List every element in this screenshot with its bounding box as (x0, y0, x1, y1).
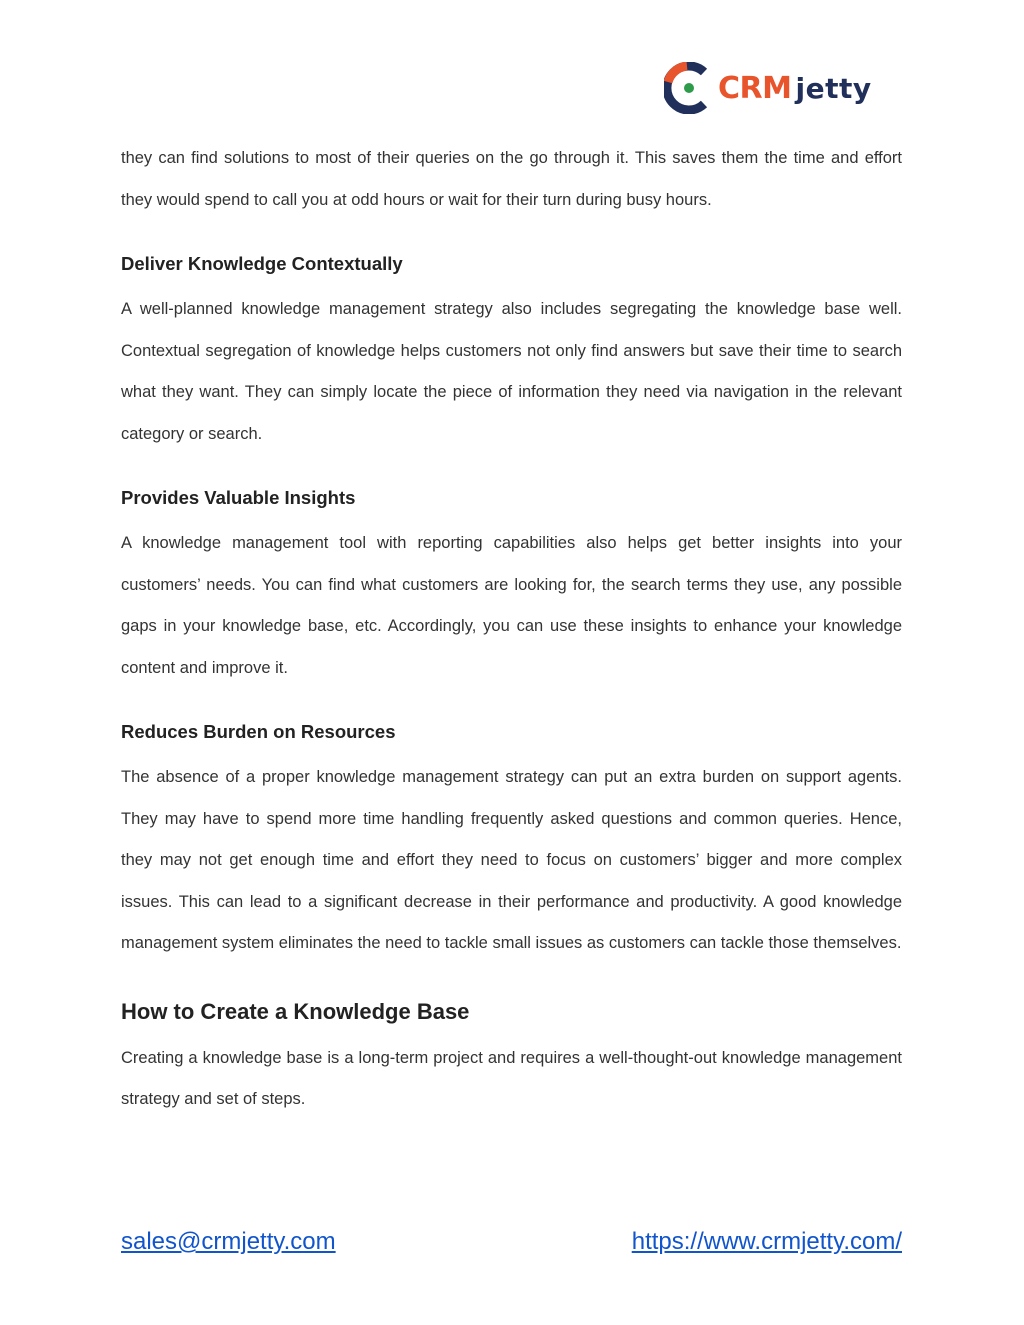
section-heading-create-knowledge-base: How to Create a Knowledge Base (121, 998, 470, 1024)
section-body-valuable-insights: A knowledge management tool with reporting capabilities also helps get better insights into your customers’ needs. You can find what customers are looking for, the search terms they use, any possible gaps in your knowledge base, etc. Accordingly, you can use these insights to enhance your knowledge content and improve it. (121, 534, 902, 677)
crm-c-logo-icon (664, 62, 710, 114)
intro-paragraph: they can find solutions to most of their queries on the go through it. This saves them the time and effort they would spend to call you at odd hours or wait for their turn during busy hours. (121, 149, 902, 209)
brand-logo (664, 60, 872, 116)
website-link[interactable]: https://www.crmjetty.com/ (631, 1228, 902, 1255)
footer (121, 1228, 902, 1256)
email-link[interactable]: sales@crmjetty.com (121, 1228, 336, 1255)
section-heading-reduces-burden: Reduces Burden on Resources (121, 721, 396, 742)
section-body-deliver-knowledge: A well-planned knowledge management strategy also includes segregating the knowledge base well. Contextual segregation of knowledge helps customers not only find answers but save their time to search what they want. They can simply locate the piece of information they need via navigation in the relevant category or search. (121, 300, 902, 443)
section-heading-valuable-insights: Provides Valuable Insights (121, 487, 356, 508)
section-body-reduces-burden: The absence of a proper knowledge management strategy can put an extra burden on support agents. They may have to spend more time handling frequently asked questions and common queries. Hence, they may not get enough time and effort they need to focus on customers’ bigger and more complex issues. This can lead to a significant decrease in their performance and productivity. A good knowledge management system eliminates the need to tackle small issues as customers can tackle those themselves. (121, 768, 902, 952)
document-body (121, 138, 902, 1121)
brand-name-jetty: jetty (795, 71, 872, 105)
brand-name-crm: CRM (718, 70, 792, 106)
section-heading-deliver-knowledge: Deliver Knowledge Contextually (121, 253, 403, 274)
section-body-create-knowledge-base: Creating a knowledge base is a long-term project and requires a well-thought-out knowledge management strategy and set of steps. (121, 1048, 902, 1108)
